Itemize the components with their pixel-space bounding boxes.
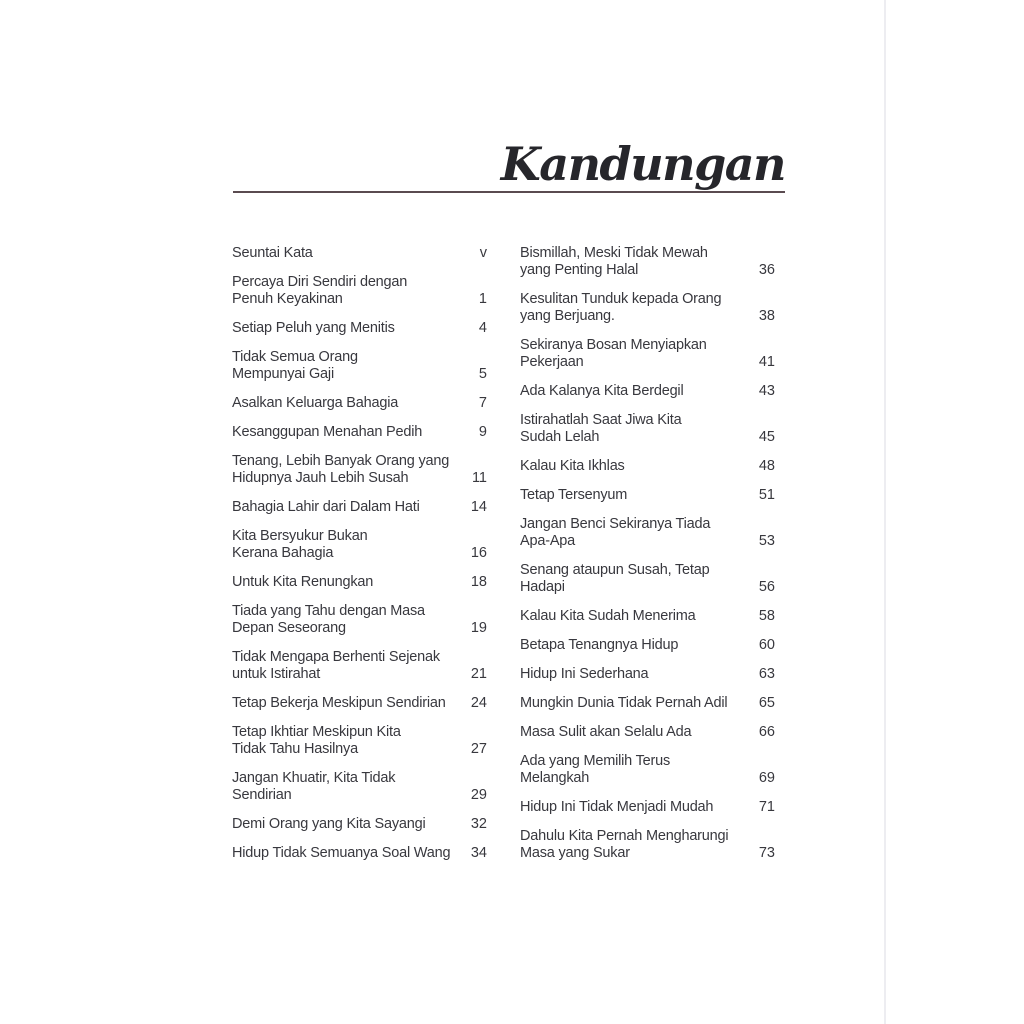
toc-entry-title: Jangan Khuatir, Kita Tidak Sendirian	[232, 770, 396, 803]
toc-entry-page: 27	[470, 741, 487, 757]
toc-entry-page: 29	[470, 787, 487, 803]
toc-entry	[520, 458, 775, 475]
toc-entry	[520, 666, 775, 683]
toc-entry-title: Percaya Diri Sendiri dengan Penuh Keyakinan	[232, 274, 408, 307]
toc-entry	[232, 349, 487, 383]
toc-entry-title: Hidup Ini Sederhana	[520, 666, 649, 682]
toc-entry-title: Mungkin Dunia Tidak Pernah Adil	[520, 695, 728, 711]
toc-entry-page: v	[479, 245, 487, 261]
toc-entry-page: 38	[758, 308, 775, 324]
table-of-contents	[232, 245, 775, 874]
toc-entry-title: Seuntai Kata	[232, 245, 313, 261]
toc-entry	[520, 608, 775, 625]
toc-entry-title: Hidup Ini Tidak Menjadi Mudah	[520, 799, 714, 815]
toc-entry-page: 5	[478, 366, 487, 382]
toc-entry	[520, 828, 775, 862]
toc-entry-page: 9	[478, 424, 487, 440]
toc-entry-page: 53	[758, 533, 775, 549]
toc-entry	[232, 528, 487, 562]
toc-entry-title: Tidak Semua Orang Mempunyai Gaji	[232, 349, 358, 382]
toc-entry	[520, 412, 775, 446]
page-edge-line	[884, 0, 886, 1024]
toc-entry	[520, 724, 775, 741]
toc-entry	[232, 395, 487, 412]
toc-entry-page: 71	[758, 799, 775, 815]
toc-entry-title: Untuk Kita Renungkan	[232, 574, 374, 590]
toc-entry	[520, 753, 775, 787]
toc-entry	[520, 562, 775, 596]
toc-entry	[232, 424, 487, 441]
toc-entry-page: 65	[758, 695, 775, 711]
toc-entry-title: Kita Bersyukur Bukan Kerana Bahagia	[232, 528, 368, 561]
toc-entry	[232, 770, 487, 804]
toc-entry	[232, 603, 487, 637]
toc-entry-title: Masa Sulit akan Selalu Ada	[520, 724, 692, 740]
toc-entry-page: 51	[758, 487, 775, 503]
toc-entry	[520, 487, 775, 504]
toc-entry-page: 66	[758, 724, 775, 740]
toc-entry-title: Kesanggupan Menahan Pedih	[232, 424, 423, 440]
toc-entry-page: 7	[478, 395, 487, 411]
toc-entry	[520, 695, 775, 712]
toc-column-right	[520, 245, 775, 874]
toc-entry	[520, 245, 775, 279]
toc-entry	[520, 516, 775, 550]
toc-entry-page: 69	[758, 770, 775, 786]
toc-entry	[520, 337, 775, 371]
toc-entry-title: Ada Kalanya Kita Berdegil	[520, 383, 684, 399]
toc-entry-title: Tetap Tersenyum	[520, 487, 628, 503]
toc-entry-page: 45	[758, 429, 775, 445]
toc-entry-page: 56	[758, 579, 775, 595]
toc-entry-title: Istirahatlah Saat Jiwa Kita Sudah Lelah	[520, 412, 682, 445]
toc-entry	[232, 574, 487, 591]
toc-entry-title: Tiada yang Tahu dengan Masa Depan Seseorang	[232, 603, 425, 636]
toc-entry-title: Asalkan Keluarga Bahagia	[232, 395, 399, 411]
page-title: Kandungan	[500, 137, 785, 191]
toc-column-left	[232, 245, 487, 874]
toc-entry-title: Hidup Tidak Semuanya Soal Wang	[232, 845, 451, 861]
toc-entry-title: Tetap Ikhtiar Meskipun Kita Tidak Tahu Hasilnya	[232, 724, 401, 757]
toc-entry-page: 24	[470, 695, 487, 711]
toc-entry-page: 48	[758, 458, 775, 474]
toc-entry-page: 63	[758, 666, 775, 682]
toc-entry-title: Sekiranya Bosan Menyiapkan Pekerjaan	[520, 337, 707, 370]
toc-entry-page: 36	[758, 262, 775, 278]
toc-entry	[520, 291, 775, 325]
toc-entry	[232, 320, 487, 337]
toc-entry-title: Kalau Kita Sudah Menerima	[520, 608, 696, 624]
toc-entry-title: Tenang, Lebih Banyak Orang yang Hidupnya Jauh Lebih Susah	[232, 453, 450, 486]
toc-entry-title: Jangan Benci Sekiranya Tiada Apa-Apa	[520, 516, 711, 549]
toc-entry-page: 11	[471, 470, 487, 486]
toc-entry-title: Bahagia Lahir dari Dalam Hati	[232, 499, 420, 515]
toc-entry-page: 18	[470, 574, 487, 590]
toc-entry-page: 1	[478, 291, 487, 307]
toc-entry	[232, 274, 487, 308]
toc-entry	[232, 499, 487, 516]
title-underline	[233, 191, 785, 193]
toc-entry	[232, 453, 487, 487]
toc-entry-title: Tidak Mengapa Berhenti Sejenak untuk Istirahat	[232, 649, 440, 682]
toc-entry-page: 43	[758, 383, 775, 399]
toc-entry	[232, 649, 487, 683]
toc-entry	[232, 816, 487, 833]
toc-entry-title: Ada yang Memilih Terus Melangkah	[520, 753, 671, 786]
toc-entry-page: 58	[758, 608, 775, 624]
toc-entry-page: 41	[758, 354, 775, 370]
toc-entry-title: Senang ataupun Susah, Tetap Hadapi	[520, 562, 710, 595]
toc-entry-page: 60	[758, 637, 775, 653]
toc-entry-title: Dahulu Kita Pernah Mengharungi Masa yang Sukar	[520, 828, 729, 861]
toc-entry	[232, 724, 487, 758]
toc-entry-page: 19	[470, 620, 487, 636]
toc-entry-page: 16	[470, 545, 487, 561]
toc-entry	[232, 695, 487, 712]
toc-entry	[232, 245, 487, 262]
toc-entry-page: 14	[470, 499, 487, 515]
toc-entry-page: 4	[478, 320, 487, 336]
toc-entry	[232, 845, 487, 862]
toc-entry-page: 32	[470, 816, 487, 832]
toc-entry-title: Kalau Kita Ikhlas	[520, 458, 625, 474]
toc-entry	[520, 637, 775, 654]
toc-entry	[520, 383, 775, 400]
toc-entry-title: Kesulitan Tunduk kepada Orang yang Berjuang.	[520, 291, 722, 324]
toc-entry-page: 34	[470, 845, 487, 861]
toc-entry-title: Betapa Tenangnya Hidup	[520, 637, 679, 653]
toc-entry-title: Tetap Bekerja Meskipun Sendirian	[232, 695, 446, 711]
toc-entry	[520, 799, 775, 816]
toc-entry-title: Setiap Peluh yang Menitis	[232, 320, 395, 336]
toc-entry-page: 21	[470, 666, 487, 682]
toc-entry-page: 73	[758, 845, 775, 861]
toc-entry-title: Demi Orang yang Kita Sayangi	[232, 816, 426, 832]
toc-entry-title: Bismillah, Meski Tidak Mewah yang Penting Halal	[520, 245, 708, 278]
